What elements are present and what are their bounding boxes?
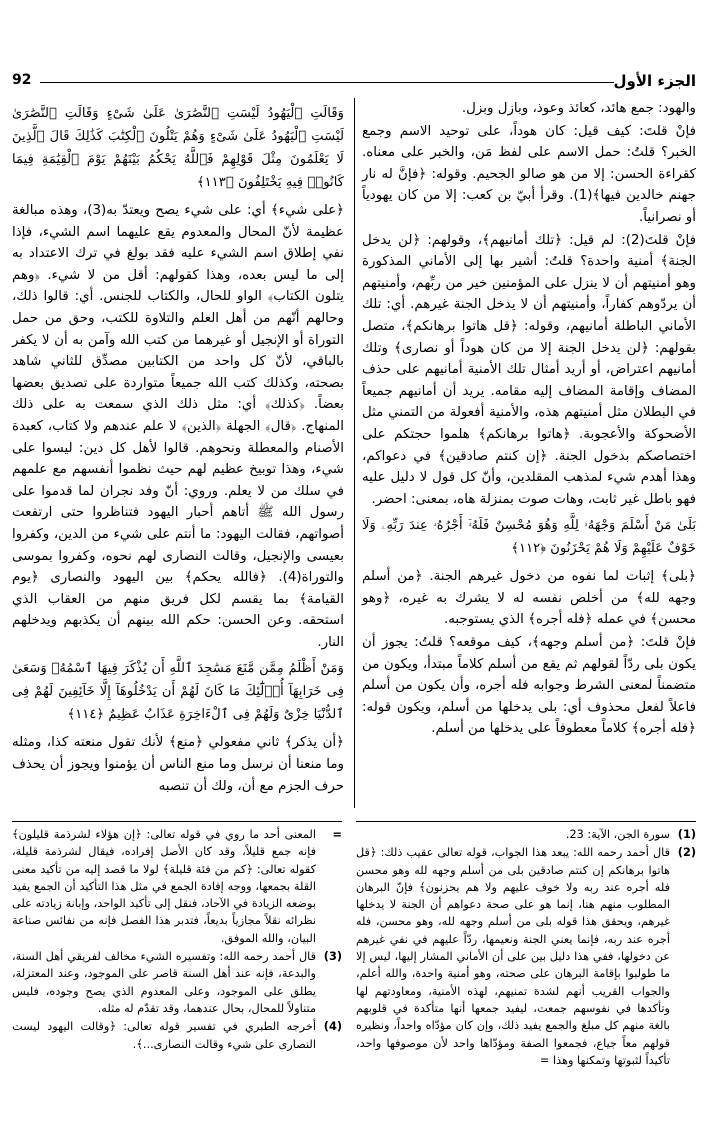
paragraph: ﴿بلى﴾ إثبات لما نفوه من دخول غيرهم الجنة. ﴿من أسلم وجهه لله﴾ من أخلص نفسه له لا يشرك به غيره، ﴿وهو محسن﴾ في عمله ﴿فله أجره﴾ الذي يستوجبه.	[362, 569, 696, 628]
footnote-number: =	[332, 828, 342, 841]
footnote-number: (3)	[323, 950, 342, 964]
paragraph: ﴿أن يذكر﴾ ثاني مفعولي ﴿منع﴾ لأنك تقول منعته كذا، ومثله وما منعنا أن نرسل وما منع الناس أن يؤمنوا ويجوز أن يحذف حرف الجزم مع أن، ولك أن تنصبه	[12, 735, 344, 794]
header-rule	[40, 82, 614, 83]
footnote-number: (1)	[677, 828, 696, 841]
paragraph: ﴿على شيء﴾ أي: على شيء يصح ويعتدّ به(3)، وهذه مبالغة عظيمة لأنّ المحال والمعدوم يقع عليهما اسم الشيء، فإذا نفي إطلاق اسم الشيء عليه فقد بولغ في ترك الاعتداد به إلى ما ليس بعده، وهذا كقولهم: أقل من لا شيء. ﴿وهم يتلون الكتاب﴾ الواو للحال، والكتاب للجنس. أي: قالوا ذلك، وحالهم أنّهم من أهل العلم والتلاوة للكتب، وحق من حمل التوراة أو الإنجيل أو غيرهما من كتب الله وآمن به أن لا يكفر بالباقي، لأنّ كل واحد من الكتابين مصدِّق للثاني شاهد بصحته، وكذلك كتب الله جميعاً متواردة على تصديق بعضها بعضاً. ﴿كذلك﴾ أي: مثل ذلك الذي سمعت به على ذلك المنهاج. ﴿قال﴾ الجهلة ﴿الذين﴾ لا علم عندهم ولا كتاب، كعبدة الأصنام والمعطلة ونحوهم. قالوا لأهل كل دين: ليسوا على شيء، وهذا توبيخ عظيم لهم حيث نظموا أنفسهم مع علمهم في سلك من لا يعلم. وروي: أنّ وفد نجران لما قدموا على رسول الله ﷺ أتاهم أحبار اليهود فتناظروا حتى ارتفعت أصواتهم، فقالت اليهود: ما أنتم على شيء من الدين، وكفروا بعيسى والإنجيل، وقالت النصارى لهم نحوه، وكفروا بموسى والتوراة(4). ﴿فالله يحكم﴾ بين اليهود والنصارى ﴿يوم القيامة﴾ بما يقسم لكل فريق منهم من العقاب الذي استحقه. وعن الحسن: حكم الله بينهم أن يكذبهم ويدخلهم النار.	[12, 203, 344, 650]
page-number: 92	[12, 72, 32, 88]
right-column	[362, 98, 696, 741]
running-title: الجزء الأول	[613, 72, 696, 90]
paragraph: والهود: جمع هائد، كعائذ وعوذ، وبازل وبزل.	[461, 101, 696, 116]
page-header	[12, 72, 696, 90]
footnotes-right	[356, 826, 696, 1070]
footnote	[356, 826, 696, 843]
footnote-text: أخرجه الطبري في تفسير قوله تعالى: ﴿وقالت اليهود ليست النصارى على شيء وقالت النصارى...﴾.	[12, 1020, 316, 1051]
footnote	[12, 948, 342, 1017]
footnote-text: قال أحمد رحمه الله: يبعد هذا الجواب، قوله تعالى عقيب ذلك: ﴿قل هاتوا برهانكم إن كنتم صادقين بلى من أسلم وجهه لله وهو محسن فله أجره عند ربه ولا خوف عليهم ولا هم يحزنون﴾ فإنّ البرهان المطلوب منهم هنا، إنما هو على صحة دعواهم أن الجنة لا يدخلها غيرهم، ويحقق هذا قوله بلى من أسلم وجهه لله، وهو محسن، فله أجره عند ربه، فإنما يعني الجنة ونعيمها، ردّاً عليهم في نفي غيرهم عن دخولها، ففي هذا دليل بين على أن الأماني المشار إليها، ليس إلا ما طولبوا بإقامة البرهان على صحته، وهو أمنية واحدة، والله أعلم، والجواب القريب أنهم لشدة تمنيهم، لهذه الأمنية، ومعاودتهم لها وتأكدها في نفوسهم جمعت، ليفيد جمعها أنها متأكدة في قلوبهم بالغة منهم كل مبلغ والجمع يفيد ذلك، وإن كان مؤدّاه واحداً، ونظيره قولهم معاً جياع، فجمعوا الصفة ومؤدّاها واحد لأن موصوفها واحد، تأكيداً لثبوتها وتمكنها وهذا =	[356, 846, 670, 1067]
quran-verse-113: وَقَالَتِ ٱلْيَهُودُ لَيْسَتِ ٱلنَّصَٰرَىٰ عَلَىٰ شَىْءٍ وَقَالَتِ ٱلنَّصَٰرَىٰ لَيْسَتِ ٱلْيَهُودُ عَلَىٰ شَىْءٍ وَهُمْ يَتْلُونَ ٱلْكِتَٰبَ كَذَٰلِكَ قَالَ ٱلَّذِينَ لَا يَعْلَمُونَ مِثْلَ قَوْلِهِمْ فَٱللَّهُ يَحْكُمُ بَيْنَهُمْ يَوْمَ ٱلْقِيَٰمَةِ فِيمَا كَانُوا۟ فِيهِ يَخْتَلِفُونَ ﴿١١٣﴾	[12, 106, 344, 190]
column-divider	[354, 98, 355, 808]
quran-verse-114: وَمَنْ أَظْلَمُ مِمَّن مَّنَعَ مَسَٰجِدَ ٱللَّهِ أَن يُذْكَرَ فِيهَا ٱسْمُهُۥ وَسَعَىٰ فِى خَرَابِهَآ أُو۟لَٰٓئِكَ مَا كَانَ لَهُمْ أَن يَدْخُلُوهَآ إِلَّا خَآئِفِينَ لَهُمْ فِى ٱلدُّنْيَا خِزْىٌ وَلَهُمْ فِى ٱلْءَاخِرَةِ عَذَابٌ عَظِيمٌ ﴿١١٤﴾	[12, 661, 344, 723]
footnote-rule-left	[12, 821, 342, 822]
footnote-rule-right	[356, 821, 696, 822]
footnote	[12, 1018, 342, 1053]
footnote	[12, 826, 342, 947]
quran-verse-112: بَلَىٰ مَنْ أَسْلَمَ وَجْهَهُۥ لِلَّهِ وَهُوَ مُحْسِنٌ فَلَهُۥٓ أَجْرُهُۥ عِندَ رَبِّهِۦ وَلَا خَوْفٌ عَلَيْهِمْ وَلَا هُمْ يَحْزَنُونَ ﴿١١٢﴾	[362, 518, 696, 557]
footnote-text: قال أحمد رحمه الله: وتفسيره الشيء مخالف لفريقي أهل السنة، والبدعة، فإنه عند أهل السنة قاصر على الموجود، وعند المعتزلة، يطلق على الموجود، وعلى المعدوم الذي يصح وجوده، فليس متناولاً للمحال، بحال عندهما، وقد تقدّم له مثله.	[12, 950, 316, 1015]
left-column	[12, 98, 344, 798]
paragraph: فإنْ قلتَ: ﴿من أسلم وجهه﴾، كيف موقعه؟ قلتُ: يجوز أن يكون بلى ردّاً لقولهم ثم يقع من أسلم كلاماً مبتدأ، ويكون من متضمناً لمعنى الشرط وجوابه فله أجره، وأن يكون من أسلم فاعلاً لفعل محذوف أي: بلى يدخلها من أسلم، ويكون قوله: ﴿فله أجره﴾ كلاماً معطوفاً على يدخلها من أسلم.	[362, 635, 696, 737]
footnote-text: سورة الجن، الآية: 23.	[565, 828, 670, 841]
footnote-number: (2)	[677, 846, 696, 860]
paragraph: فإنْ قلتَ: كيف قيل: كان هوداً، على توحيد الاسم وجمع الخبر؟ قلتُ: حمل الاسم على لفظ مَن، والخبر على معناه. كقراءة الحسن: إلا من هو صالو الجحيم. وقوله: ﴿فإنَّ له نار جهنم خالدين فيها﴾(1). وقرأ أبيّ بن كعب: إلا من كان يهودياً أو نصرانياً.	[362, 123, 696, 225]
footnote-number: (4)	[323, 1020, 342, 1034]
footnote-text: المعنى أحد ما روي في قوله تعالى: ﴿إن هؤلاء لشرذمة قليلون﴾ فإنه جمع قليلاً، وقد كان الأصل إفراده، فيقال لشرذمة قليلة، كقوله تعالى: ﴿كم من فئة قليلة﴾ لولا ما قصد إليه من تأكيد معنى القلة بجمعها، ووجه إفادة الجمع في مثل هذا التأكيد أن الجمع يفيد بوضعه الزيادة في الآحاد، فنقل إلى تأكيد الواحد، وإبانة زيادته على نظرائه نقلاً مجازياً بديعاً، فتدبر هذا الفصل فإنه من نفائس صناعة البيان، والله الموفق.	[12, 828, 316, 945]
paragraph: فإنْ قلتَ(2): لم قيل: ﴿تلك أمانيهم﴾، وقولهم: ﴿لن يدخل الجنة﴾ أمنية واحدة؟ قلتُ: أشير بها إلى الأماني المذكورة وهو أمنيتهم أن لا ينزل على المؤمنين خير من ربِّهم، وأمنيتهم أن يردّوهم كفاراً، وأمنيتهم أن لا يدخل الجنة غيرهم. أي: تلك الأماني الباطلة أمانيهم، وقوله: ﴿قل هاتوا برهانكم﴾، متصل بقولهم: ﴿لن يدخل الجنة إلا من كان هوداً أو نصارى﴾ وتلك أمانيهم اعتراض، أو أريد أمثال تلك الأمنية أمانيهم على حذف المضاف وإقامة المضاف إليه مقامه. يريد أن أمانيهم جميعاً في البطلان مثل أمنيتهم هذه، والأمنية أفعولة من التمني مثل الأضحوكة والأعجوبة. ﴿هاتوا برهانكم﴾ هلموا حجتكم على اختصاصكم بدخول الجنة. ﴿إن كنتم صادقين﴾ في دعواكم، وهذا أهدم شيء لمذهب المقلدين، وأنّ كل قول لا دليل عليه فهو باطل غير ثابت، وهات صوت بمنزلة هاه، بمعنى: احضر.	[362, 232, 697, 507]
footnotes-left	[12, 826, 342, 1054]
footnote	[356, 844, 696, 1069]
